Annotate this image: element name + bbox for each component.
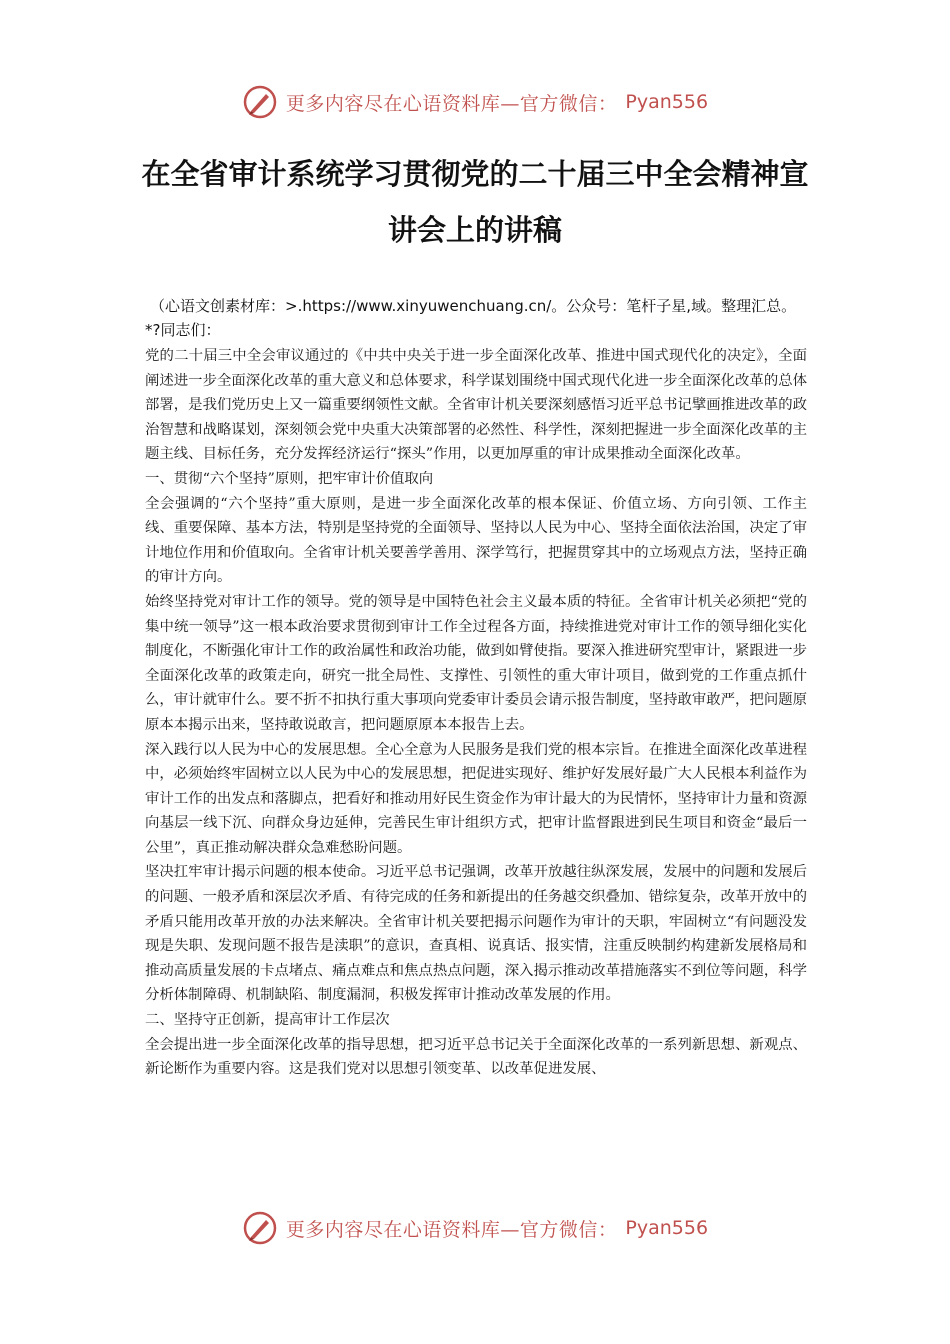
section-heading-1: 一、贯彻“六个坚持”原则，把牢审计价值取向 [145, 470, 434, 487]
paragraph: 党的二十届三中全会审议通过的《中共中央关于进一步全面深化改革、推进中国式现代化的决定》，全面阐述进一步全面深化改革的重大意义和总体要求，科学谋划围绕中国式现代化进一步全面深化改革的总体部署，是我们党历史上又一篇重要纲领性文献。全省审计机关要深刻感悟习近平总书记擘画推进改革的政治智慧和战略谋划，深刻领会党中央重大决策部署的必然性、科学性，深刻把握进一步全面深化改革的主题主线、目标任务，充分发挥经济运行“探头”作用，以更加厚重的审计成果推动全面深化改革。 [145, 348, 807, 463]
banner-wechat-id: Pyan556 [625, 1217, 709, 1239]
banner-text: 更多内容尽在心语资料库—官方微信： [285, 92, 618, 115]
banner-text: 更多内容尽在心语资料库—官方微信： [285, 1218, 618, 1241]
paragraph: 始终坚持党对审计工作的领导。党的领导是中国特色社会主义最本质的特征。全省审计机关必须把“党的集中统一领导”这一根本政治要求贯彻到审计工作全过程各方面，持续推进党对审计工作的领导细化实化制度化，不断强化审计工作的政治属性和政治功能，做到如臂使指。要深入推进研究型审计，紧跟进一步全面深化改革的政策走向，研究一批全局性、支撑性、引领性的重大审计项目，做到党的工作重点抓什么，审计就审什么。要不折不扣执行重大事项向党委审计委员会请示报告制度，坚持敢审敢严，把问题原原本本揭示出来，坚持敢说敢言，把问题原原本本报告上去。 [145, 593, 807, 733]
paragraph: 深入践行以人民为中心的发展思想。全心全意为人民服务是我们党的根本宗旨。在推进全面深化改革进程中，必须始终牢固树立以人民为中心的发展思想，把促进实现好、维护好发展好最广大人民根本利益作为审计工作的出发点和落脚点，把看好和推动用好民生资金作为审计最大的为民情怀，坚持审计力量和资源向基层一线下沉、向群众身边延伸，完善民生审计组织方式，把审计监督跟进到民生项目和资金“最后一公里”，真正推动解决群众急难愁盼问题。 [145, 741, 807, 856]
pen-logo-icon [242, 1210, 278, 1246]
document-title: 在全省审计系统学习贯彻党的二十届三中全会精神宣讲会上的讲稿 [141, 157, 809, 247]
paragraph: 坚决扛牢审计揭示问题的根本使命。习近平总书记强调，改革开放越往纵深发展，发展中的问题和发展后的问题、一般矛盾和深层次矛盾、有待完成的任务和新提出的任务越交织叠加、错综复杂，改革开放中的矛盾只能用改革开放的办法来解决。全省审计机关要把揭示问题作为审计的天职，牢固树立“有问题没发现是失职、发现问题不报告是渎职”的意识，查真相、说真话、报实情，注重反映制约构建新发展格局和推动高质量发展的卡点堵点、痛点难点和焦点热点问题，深入揭示推动改革措施落实不到位等问题，科学分析体制障碍、机制缺陷、制度漏洞，积极发挥审计推动改革发展的作用。 [145, 864, 807, 1004]
pen-logo-icon [242, 84, 278, 120]
paragraph: 全会提出进一步全面深化改革的指导思想，把习近平总书记关于全面深化改革的一系列新思想、新观点、新论断作为重要内容。这是我们党对以思想引领变革、以改革促进发展、 [145, 1036, 807, 1078]
section-heading-2: 二、坚持守正创新，提高审计工作层次 [145, 1012, 390, 1029]
document-body [145, 294, 807, 1082]
banner-wechat-id: Pyan556 [625, 91, 709, 113]
paragraph: 全会强调的“六个坚持”重大原则，是进一步全面深化改革的根本保证、价值立场、方向引领、工作主线、重要保障、基本方法，特别是坚持党的全面领导、坚持以人民为中心、坚持全面依法治国，决定了审计地位作用和价值取向。全省审计机关要善学善用、深学笃行，把握贯穿其中的立场观点方法，坚持正确的审计方向。 [145, 495, 807, 586]
watermark-banner-bottom [0, 1206, 950, 1250]
source-note: （心语文创素材库：>.https://www.xinyuwenchuang.cn/。公众号：笔杆子星,域。整理汇总。*?同志们： [145, 297, 797, 339]
watermark-banner-top [0, 80, 950, 124]
